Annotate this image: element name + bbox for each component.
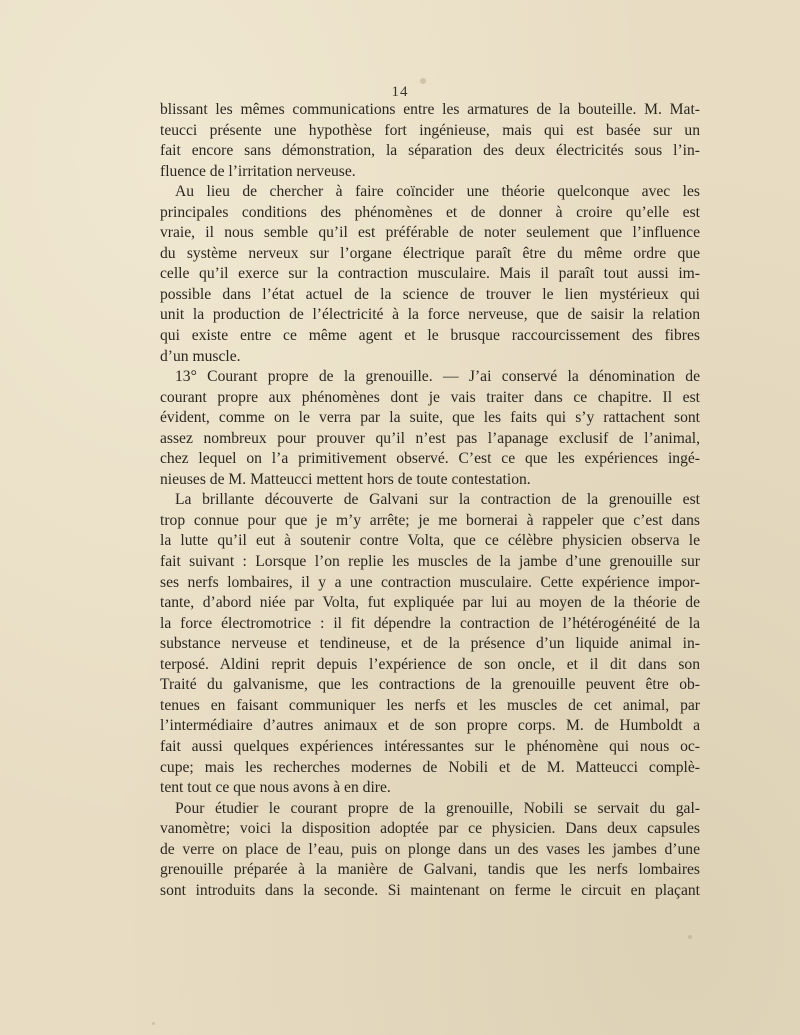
text-line: principales conditions des phénomènes et de donner à croire qu’elle est [160,203,700,221]
text-line: blissant les mêmes communications entre les armatures de la bouteille. M. Mat- [160,101,700,118]
text-line: La brillante découverte de Galvani sur la contraction de la grenouille est [175,491,700,509]
text-line: cupe; mais les recherches modernes de Nobili et de M. Matteucci complè- [160,758,700,776]
text-line: nieuses de M. Matteucci mettent hors de toute contestation. [160,470,531,488]
text-line: trop connue pour que je m’y arrête; je me bornerai à rappeler que c’est dans [160,511,700,529]
text-line: la lutte qu’il eut à soutenir contre Volta, que ce célèbre physicien observa le [160,532,700,550]
paper-speck [152,1022,155,1025]
text-line: assez nombreux pour prouver qu’il n’est pas l’apanage exclusif de l’animal, [160,429,700,447]
text-line: de verre on place de l’eau, puis on plonge dans un des vases les jambes d’une [160,840,700,858]
text-line: fait encore sans démonstration, la séparation des deux électricités sous l’in- [160,142,700,160]
text-line: grenouille préparée à la manière de Galvani, tandis que les nerfs lombaires [160,861,700,879]
text-line: possible dans l’état actuel de la science de trouver le lien mystérieux qui [160,285,700,303]
text-line: Traité du galvanisme, que les contractions de la grenouille peuvent être ob- [160,676,700,694]
text-line: du système nerveux sur l’organe électrique paraît être du même ordre que [160,244,700,262]
text-line: d’un muscle. [160,347,241,365]
text-line: tenues en faisant communiquer les nerfs et les muscles de cet animal, par [160,696,700,714]
text-line: courant propre aux phénomènes dont je vais traiter dans ce chapitre. Il est [160,388,700,406]
text-line: tent tout ce que nous avons à en dire. [160,779,391,797]
text-line: unit la production de l’électricité à la force nerveuse, que de saisir la relation [160,306,700,324]
body-text [160,100,700,901]
text-line: vanomètre; voici la disposition adoptée par ce physicien. Dans deux capsules [160,820,700,838]
paper-speck [688,935,692,939]
text-line: la force électromotrice : il fit dépendre la contraction de l’hétérogénéité de la [160,614,700,632]
text-line: vraie, il nous semble qu’il est préférable de noter seulement que l’influence [160,224,700,242]
text-line: substance nerveuse et tendineuse, et de la présence d’un liquide animal in- [160,635,700,653]
text-line: teucci présente une hypothèse fort ingénieuse, mais qui est basée sur un [160,121,700,139]
text-line: fluence de l’irritation nerveuse. [160,162,356,180]
page-number: 14 [391,84,409,100]
text-line: sont introduits dans la seconde. Si maintenant on ferme le circuit en plaçant [160,881,700,899]
section-heading-line: 13° Courant propre de la grenouille. — J’ai conservé la dénomination de [175,368,700,386]
text-line: évident, comme on le verra par la suite, que les faits qui s’y rattachent sont [160,409,700,427]
text-line: qui existe entre ce même agent et le brusque raccourcissement des fibres [160,327,700,345]
text-line: terposé. Aldini reprit depuis l’expérience de son oncle, et il dit dans son [160,655,700,673]
text-line: celle qu’il exerce sur la contraction musculaire. Mais il paraît tout aussi im- [160,265,700,283]
text-line: chez lequel on l’a primitivement observé. C’est ce que les expériences ingé- [160,450,700,468]
text-line: l’intermédiaire d’autres animaux et de son propre corps. M. de Humboldt a [160,717,700,735]
text-line: Pour étudier le courant propre de la grenouille, Nobili se servait du gal- [175,799,700,817]
text-line: fait aussi quelques expériences intéressantes sur le phénomène qui nous oc- [160,737,700,755]
text-line: ses nerfs lombaires, il y a une contraction musculaire. Cette expérience impor- [160,573,700,591]
text-line: fait suivant : Lorsque l’on replie les muscles de la jambe d’une grenouille sur [160,553,700,571]
text-line: Au lieu de chercher à faire coïncider une théorie quelconque avec les [175,183,700,201]
text-line: tante, d’abord niée par Volta, fut expliquée par lui au moyen de la théorie de [160,594,700,612]
